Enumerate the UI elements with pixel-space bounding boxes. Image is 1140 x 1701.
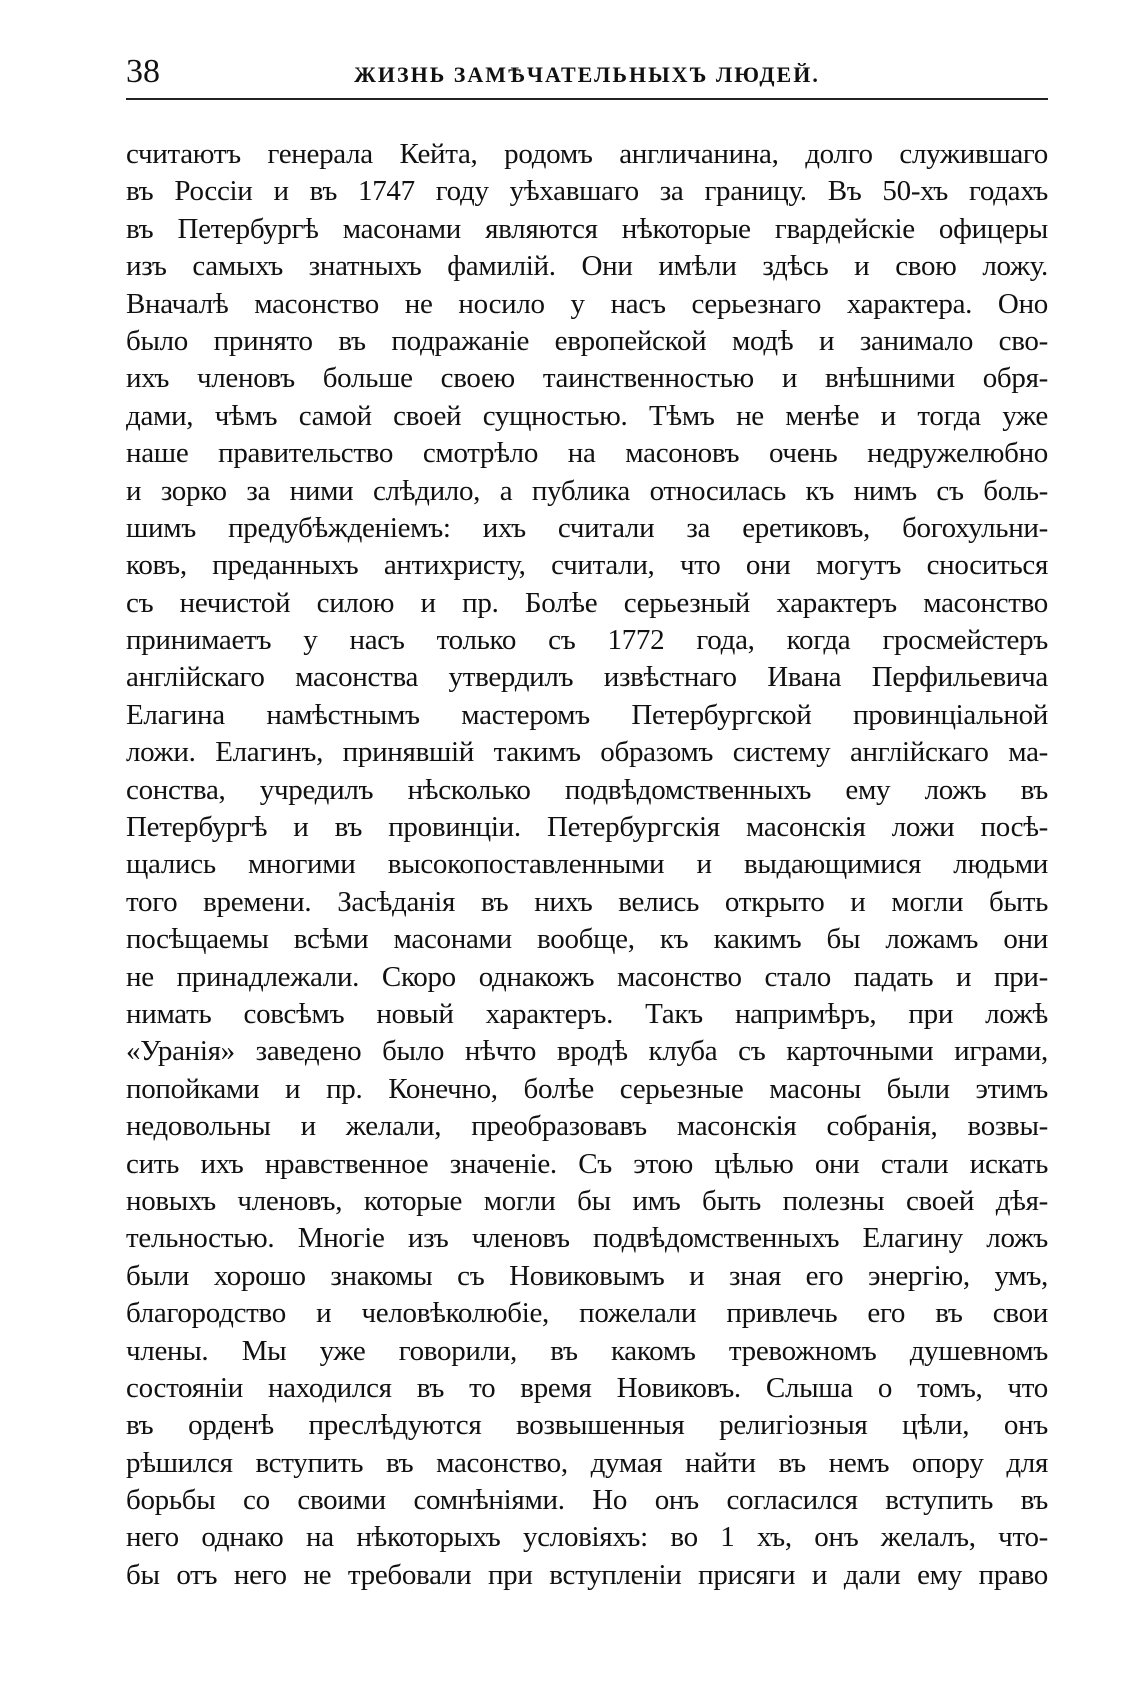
text-line: того времени. Засѣданія въ нихъ велись открыто и могли быть <box>126 885 1048 918</box>
text-line: англійскаго масонства утвердилъ извѣстнаго Ивана Перфильевича <box>126 661 1048 694</box>
text-line: шимъ предубѣжденіемъ: ихъ считали за еретиковъ, богохульни- <box>126 511 1048 544</box>
text-line: недовольны и желали, преобразовавъ масонскія собранія, возвы- <box>126 1110 1048 1143</box>
text-line: состояніи находился въ то время Новиковъ. Слыша о томъ, что <box>126 1371 1048 1404</box>
text-line: съ нечистой силою и пр. Болѣе серьезный характеръ масонство <box>126 586 1048 619</box>
text-line: считаютъ генерала Кейта, родомъ англичанина, долго служившаго <box>126 138 1048 170</box>
text-line: сить ихъ нравственное значеніе. Съ этою цѣлью они стали искать <box>126 1147 1048 1180</box>
running-title: ЖИЗНЬ ЗАМѢЧАТЕЛЬНЫХЪ ЛЮДЕЙ. <box>354 62 820 87</box>
text-line: принимаетъ у насъ только съ 1772 года, когда гросмейстеръ <box>126 624 1048 657</box>
book-page <box>126 50 1048 1594</box>
page-header <box>126 50 1048 96</box>
text-line: въ Петербургѣ масонами являются нѣкоторые гвардейскіе офицеры <box>126 212 1048 245</box>
text-line: сонства, учредилъ нѣсколько подвѣдомственныхъ ему ложъ въ <box>126 773 1048 806</box>
text-line: Петербургѣ и въ провинціи. Петербургскія масонскія ложи посѣ- <box>126 811 1048 844</box>
text-line: члены. Мы уже говорили, въ какомъ тревожномъ душевномъ <box>126 1334 1048 1367</box>
text-line: него однако на нѣкоторыхъ условіяхъ: во 1 хъ, онъ желалъ, что- <box>126 1521 1048 1554</box>
text-line: и зорко за ними слѣдило, а публика относилась къ нимъ съ боль- <box>126 474 1048 507</box>
text-line: наше правительство смотрѣло на масоновъ очень недружелюбно <box>126 437 1048 470</box>
header-rule <box>126 98 1048 100</box>
text-line: ложи. Елагинъ, принявшій такимъ образомъ систему англійскаго ма- <box>126 736 1048 769</box>
text-line: было принято въ подражаніе европейской модѣ и занимало сво- <box>126 324 1048 357</box>
text-line: бы отъ него не требовали при вступленіи присяги и дали ему право <box>126 1558 1048 1591</box>
page-number: 38 <box>126 53 160 90</box>
text-line: «Уранія» заведено было нѣчто вродѣ клуба съ карточными играми, <box>126 1035 1048 1068</box>
text-line: изъ самыхъ знатныхъ фамилій. Они имѣли здѣсь и свою ложу. <box>126 250 1048 283</box>
text-line: были хорошо знакомы съ Новиковымъ и зная его энергію, умъ, <box>126 1259 1048 1292</box>
text-line: тельностью. Многіе изъ членовъ подвѣдомственныхъ Елагину ложъ <box>126 1222 1048 1255</box>
text-line: борьбы со своими сомнѣніями. Но онъ согласился вступить въ <box>126 1484 1048 1517</box>
text-line: не принадлежали. Скоро однакожъ масонство стало падать и при- <box>126 960 1048 993</box>
text-line: Вначалѣ масонство не носило у насъ серьезнаго характера. Оно <box>126 287 1048 320</box>
text-line: ихъ членовъ больше своею таинственностью и внѣшними обря- <box>126 362 1048 395</box>
text-line: въ Россіи и въ 1747 году уѣхавшаго за границу. Въ 50-хъ годахъ <box>126 175 1048 208</box>
text-line: новыхъ членовъ, которые могли бы имъ быть полезны своей дѣя- <box>126 1184 1048 1217</box>
text-line: щались многими высокопоставленными и выдающимися людьми <box>126 848 1048 881</box>
text-line: благородство и человѣколюбіе, пожелали привлечь его въ свои <box>126 1297 1048 1330</box>
text-line: рѣшился вступить въ масонство, думая найти въ немъ опору для <box>126 1446 1048 1479</box>
text-line: Елагина намѣстнымъ мастеромъ Петербургской провинціальной <box>126 698 1048 731</box>
text-line: въ орденѣ преслѣдуются возвышенныя религіозныя цѣли, онъ <box>126 1409 1048 1442</box>
text-line: ковъ, преданныхъ антихристу, считали, что они могутъ сноситься <box>126 549 1048 582</box>
text-line: посѣщаемы всѣми масонами вообще, къ какимъ бы ложамъ они <box>126 923 1048 956</box>
text-line: попойками и пр. Конечно, болѣе серьезные масоны были этимъ <box>126 1072 1048 1105</box>
body-text <box>126 136 1048 1594</box>
text-line: дами, чѣмъ самой своей сущностью. Тѣмъ не менѣе и тогда уже <box>126 399 1048 432</box>
text-line: нимать совсѣмъ новый характеръ. Такъ напримѣръ, при ложѣ <box>126 997 1048 1030</box>
